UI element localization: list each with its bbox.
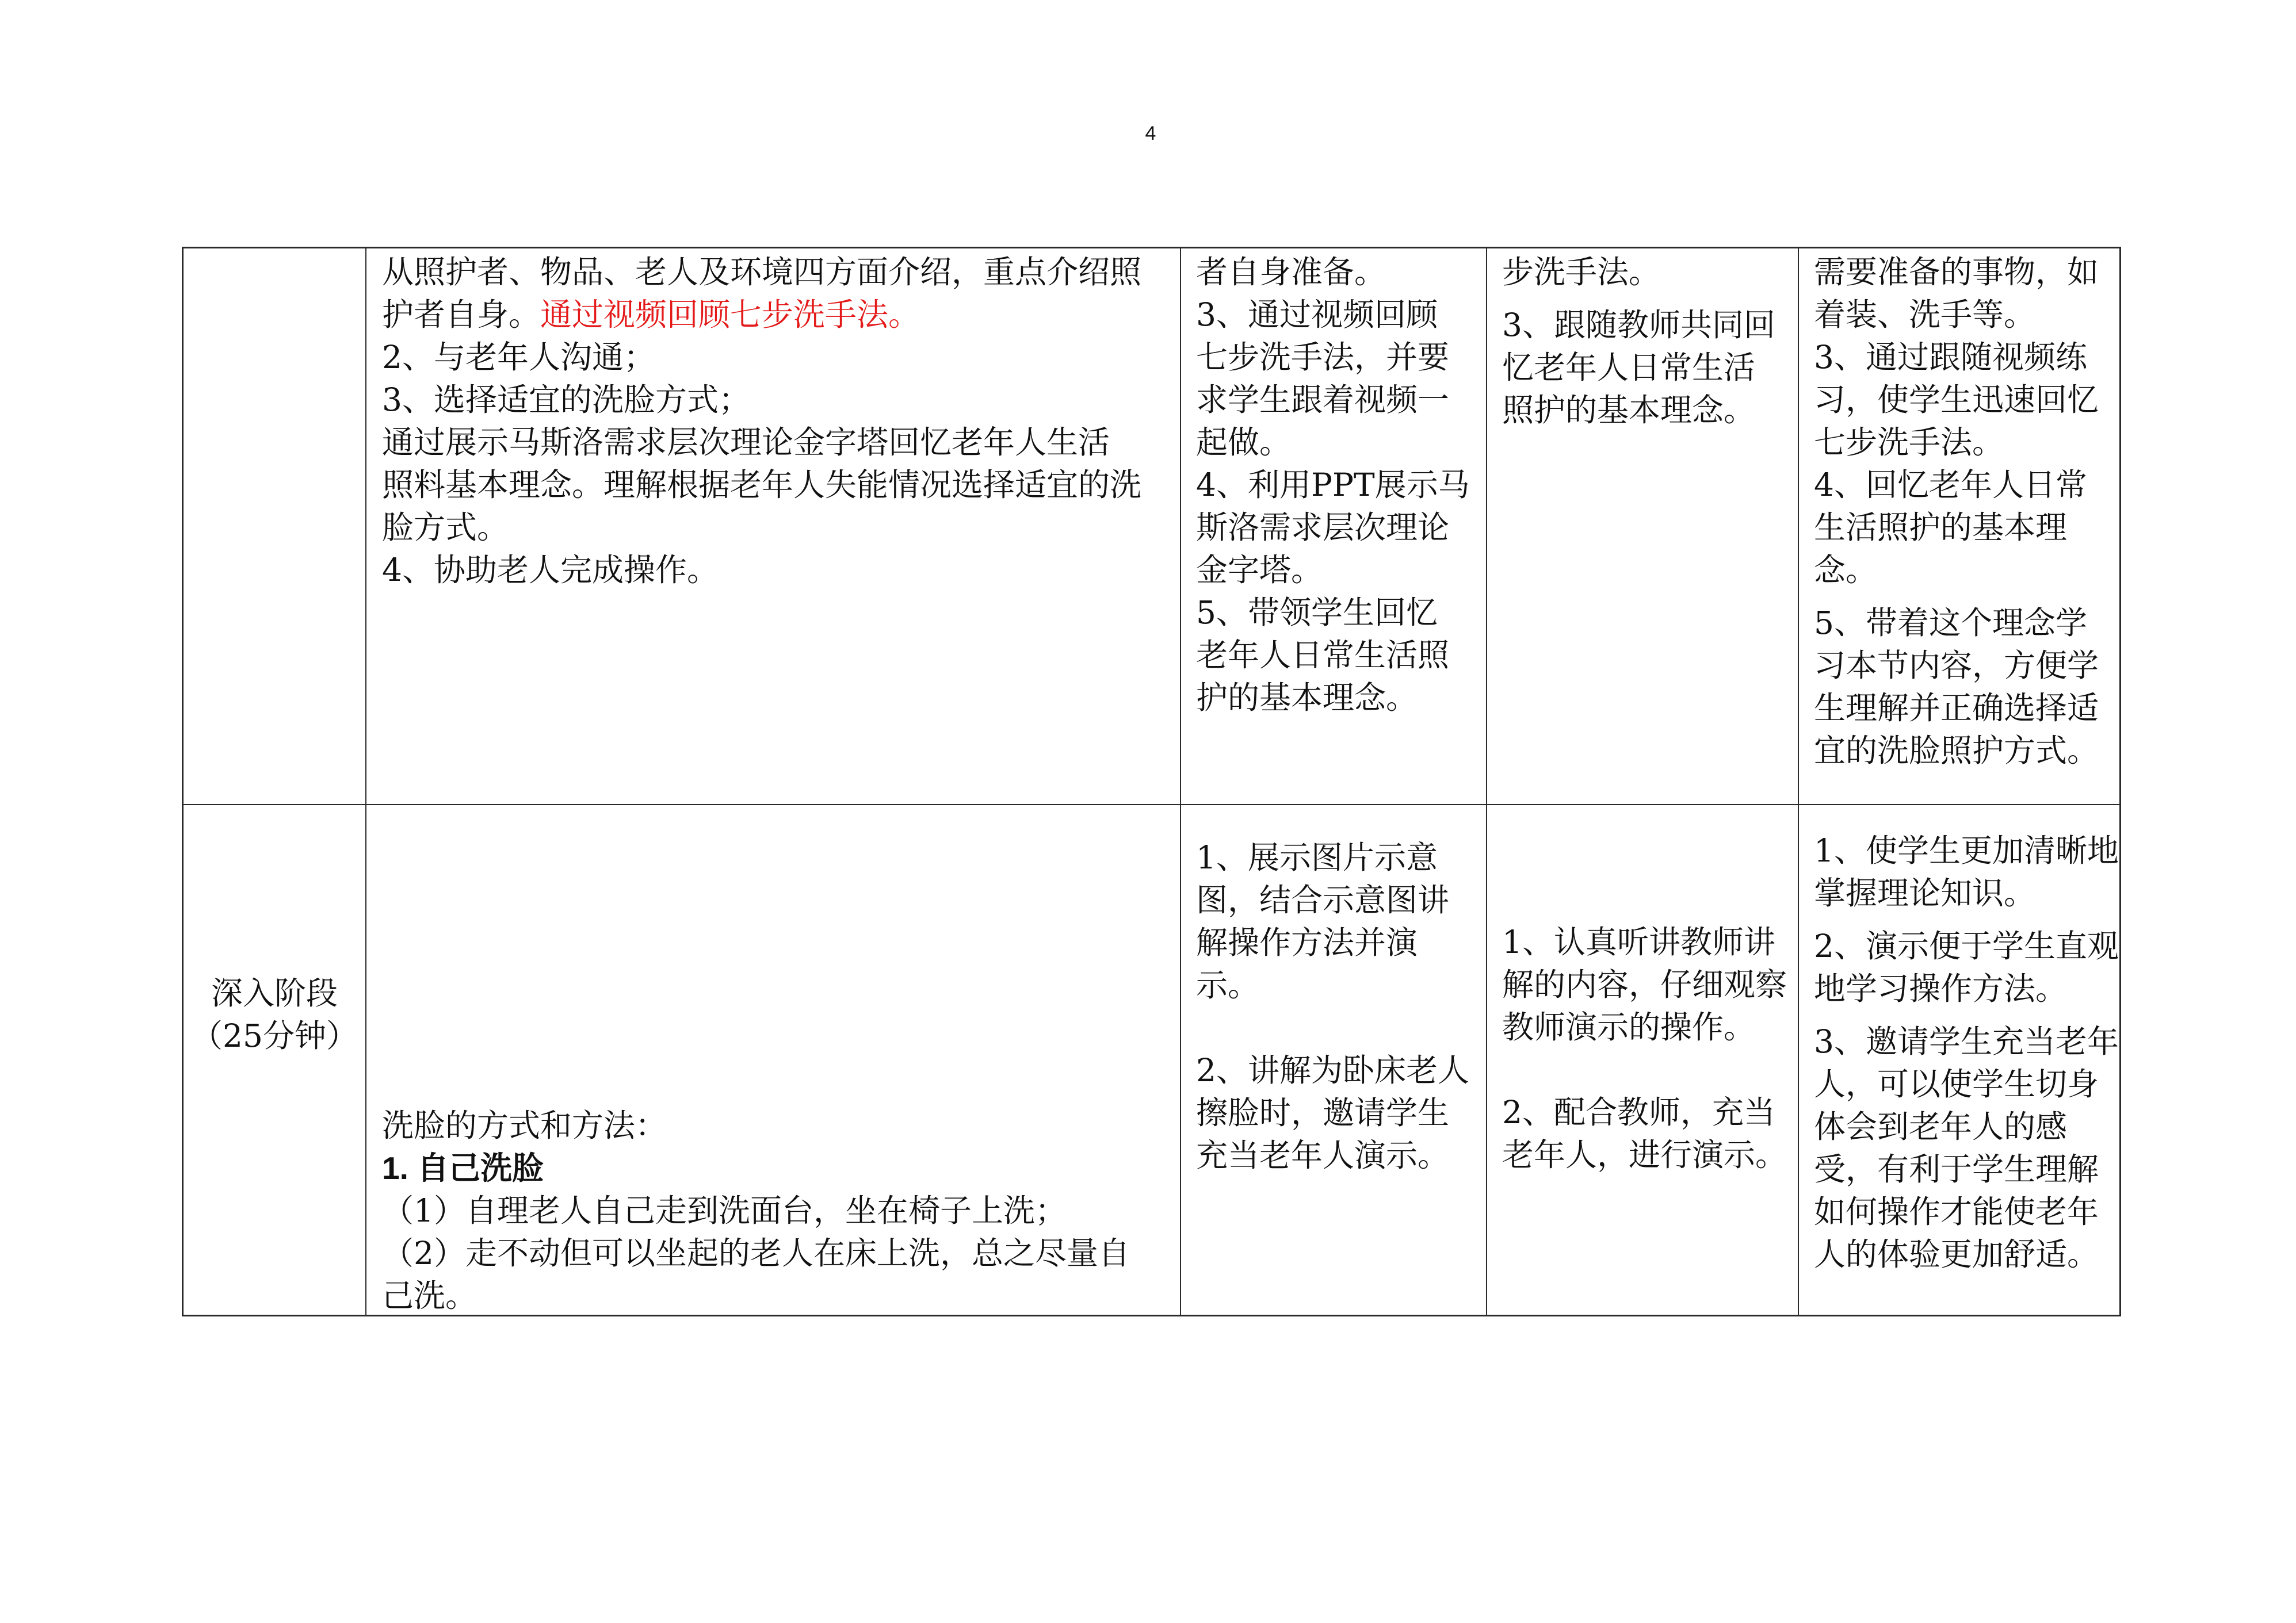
content-line: （1）自理老人自己走到洗面台，坐在椅子上洗； — [382, 1192, 1067, 1229]
teacher-line: 金字塔。 — [1196, 552, 1323, 588]
intent-line: 人，可以使学生切身 — [1814, 1066, 2099, 1103]
student-line: 3、跟随教师共同回 — [1502, 307, 1775, 343]
teacher-line: 解操作方法并演 — [1196, 924, 1418, 961]
row2-stage-cell — [184, 972, 365, 1057]
column-divider — [1798, 248, 1799, 1315]
row-divider — [184, 804, 2119, 805]
intent-line: 着装、洗手等。 — [1814, 296, 2036, 333]
column-divider — [365, 248, 366, 1315]
student-line: 2、配合教师，充当 — [1502, 1094, 1775, 1131]
row2-content-cell — [382, 1104, 1130, 1317]
intent-line: 掌握理论知识。 — [1814, 875, 2036, 912]
column-divider — [1486, 248, 1487, 1315]
content-line: 己洗。 — [382, 1277, 477, 1314]
content-line: 洗脸的方式和方法： — [382, 1107, 667, 1144]
student-line: 老年人，进行演示。 — [1502, 1136, 1787, 1173]
intent-line: 受，有利于学生理解 — [1814, 1151, 2099, 1188]
content-text: 护者自身。 — [382, 296, 541, 333]
teacher-line: 2、讲解为卧床老人 — [1196, 1052, 1469, 1089]
teacher-line: 老年人日常生活照 — [1196, 637, 1450, 673]
content-line: 从照护者、物品、老人及环境四方面介绍，重点介绍照 — [382, 254, 1142, 290]
intent-line: 4、回忆老年人日常 — [1814, 466, 2087, 503]
row2-teacher-cell — [1196, 836, 1469, 1177]
row1-teacher-cell — [1196, 251, 1470, 719]
intent-line: 人的体验更加舒适。 — [1814, 1236, 2099, 1273]
stage-duration: （25分钟） — [191, 1017, 358, 1054]
teacher-line: 图，结合示意图讲 — [1196, 882, 1450, 918]
teacher-line: 示。 — [1196, 967, 1260, 1004]
teacher-line: 者自身准备。 — [1196, 254, 1386, 290]
teacher-line: 护的基本理念。 — [1196, 679, 1418, 716]
teacher-line: 擦脸时，邀请学生 — [1196, 1094, 1450, 1131]
content-line: （2）走不动但可以坐起的老人在床上洗，总之尽量自 — [382, 1235, 1130, 1272]
intent-line: 生活照护的基本理 — [1814, 509, 2068, 546]
teacher-line: 起做。 — [1196, 424, 1292, 461]
intent-line: 3、通过跟随视频练 — [1814, 339, 2087, 376]
content-line: 4、协助老人完成操作。 — [382, 552, 719, 588]
intent-line: 习，使学生迅速回忆 — [1814, 381, 2099, 418]
subsection-heading: 1. 自己洗脸 — [382, 1150, 544, 1186]
content-line: 脸方式。 — [382, 509, 509, 546]
student-line: 解的内容，仔细观察 — [1502, 966, 1787, 1003]
student-line: 步洗手法。 — [1502, 254, 1661, 290]
column-divider — [1180, 248, 1181, 1315]
stage-title: 深入阶段 — [211, 975, 338, 1012]
content-line — [382, 293, 1141, 336]
intent-line: 如何操作才能使老年 — [1814, 1193, 2099, 1230]
content-line: 通过展示马斯洛需求层次理论金字塔回忆老年人生活 — [382, 424, 1110, 461]
content-line: 2、与老年人沟通； — [382, 339, 655, 376]
highlighted-text: 通过视频回顾七步洗手法。 — [540, 296, 920, 333]
page-number: 4 — [1145, 123, 1156, 144]
row1-content-cell — [382, 251, 1141, 591]
teacher-line: 4、利用PPT展示马 — [1196, 466, 1470, 503]
intent-line: 2、演示便于学生直观 — [1814, 928, 2119, 964]
teacher-line: 求学生跟着视频一 — [1196, 381, 1450, 418]
intent-line: 5、带着这个理念学 — [1814, 604, 2087, 641]
teacher-line: 1、展示图片示意 — [1196, 839, 1438, 876]
intent-line: 宜的洗脸照护方式。 — [1814, 732, 2099, 769]
row1-student-cell — [1502, 251, 1775, 431]
teacher-line: 充当老年人演示。 — [1196, 1137, 1450, 1174]
intent-line: 七步洗手法。 — [1814, 424, 2004, 461]
content-line: 照料基本理念。理解根据老年人失能情况选择适宜的洗 — [382, 466, 1142, 503]
intent-line: 需要准备的事物，如 — [1814, 254, 2099, 290]
intent-line: 3、邀请学生充当老年 — [1814, 1023, 2119, 1060]
student-line: 照护的基本理念。 — [1502, 392, 1756, 428]
student-line: 1、认真听讲教师讲 — [1502, 924, 1775, 960]
row2-student-cell — [1502, 921, 1787, 1176]
intent-line: 1、使学生更加清晰地 — [1814, 832, 2119, 869]
row1-intent-cell — [1814, 251, 2099, 772]
student-line: 教师演示的操作。 — [1502, 1009, 1756, 1046]
intent-line: 念。 — [1814, 552, 1878, 588]
teacher-line: 5、带领学生回忆 — [1196, 594, 1438, 631]
lesson-plan-table — [182, 247, 2121, 1316]
intent-line: 体会到老年人的感 — [1814, 1108, 2068, 1145]
teacher-line: 七步洗手法，并要 — [1196, 339, 1450, 376]
student-line: 忆老年人日常生活 — [1502, 349, 1756, 386]
row2-intent-cell — [1814, 829, 2119, 1276]
teacher-line: 3、通过视频回顾 — [1196, 296, 1438, 333]
content-line: 3、选择适宜的洗脸方式； — [382, 381, 750, 418]
teacher-line: 斯洛需求层次理论 — [1196, 509, 1450, 546]
intent-line: 习本节内容，方便学 — [1814, 647, 2099, 684]
intent-line: 生理解并正确选择适 — [1814, 690, 2099, 726]
intent-line: 地学习操作方法。 — [1814, 970, 2068, 1007]
